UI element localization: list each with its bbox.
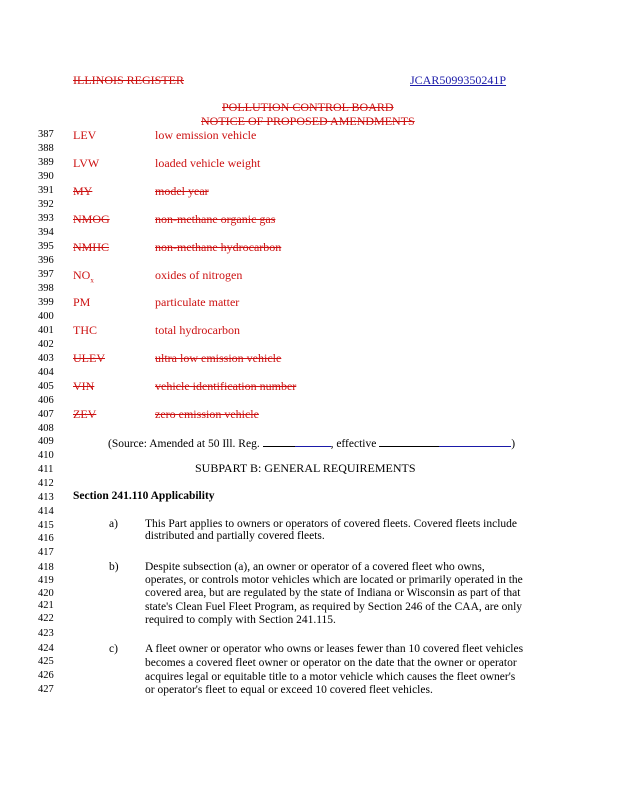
line-number: 387 [38, 129, 54, 140]
effective-date-blank [379, 435, 511, 447]
section-heading: Section 241.110 Applicability [73, 490, 215, 502]
paragraph-line: becomes a covered fleet owner or operator on the date that the owner or operator [145, 656, 517, 669]
line-number: 410 [38, 450, 54, 461]
line-number: 404 [38, 367, 54, 378]
line-number: 405 [38, 381, 54, 392]
line-number: 394 [38, 227, 54, 238]
register-title: ILLINOIS REGISTER [73, 73, 184, 87]
line-number: 415 [38, 520, 54, 531]
definition-text-struck: ultra low emission vehicle [155, 351, 282, 365]
line-number: 402 [38, 339, 54, 350]
definition-abbr-struck: ULEV [73, 351, 105, 365]
definition-abbr-struck: NMHC [73, 240, 110, 254]
paragraph-b [145, 561, 523, 627]
line-number: 422 [38, 613, 54, 624]
line-number: 426 [38, 670, 54, 681]
line-number: 419 [38, 575, 54, 586]
paragraph-line: state's Clean Fuel Fleet Program, as required by Section 246 of the CAA, are only [145, 600, 523, 613]
line-number: 425 [38, 656, 54, 667]
line-number: 407 [38, 409, 54, 420]
paragraph-label: c) [109, 643, 118, 655]
document-id-link[interactable]: JCAR5099350241P [410, 73, 507, 87]
line-number: 400 [38, 311, 54, 322]
subpart-heading: SUBPART B: GENERAL REQUIREMENTS [195, 461, 416, 475]
definition-abbr [73, 268, 94, 287]
definition-text: total hydrocarbon [155, 323, 240, 337]
definition-abbr-struck: NMOG [73, 212, 110, 226]
line-number: 413 [38, 492, 54, 503]
line-number: 411 [38, 464, 54, 475]
paragraph-c [145, 643, 523, 698]
line-number: 388 [38, 143, 54, 154]
line-number: 416 [38, 533, 54, 544]
definition-text-struck: vehicle identification number [155, 379, 297, 393]
line-number: 406 [38, 395, 54, 406]
source-prefix: (Source: Amended at 50 Ill. Reg. [108, 438, 260, 450]
line-number: 395 [38, 241, 54, 252]
definition-text: oxides of nitrogen [155, 268, 243, 282]
definition-abbr-base: NO [73, 268, 91, 282]
line-number: 418 [38, 562, 54, 573]
definition-abbr-subscript: x [90, 276, 94, 285]
line-number: 420 [38, 588, 54, 599]
definition-abbr: THC [73, 323, 97, 337]
source-note [108, 435, 515, 450]
paragraph-label: b) [109, 561, 119, 573]
paragraph-line: A fleet owner or operator who owns or leases fewer than 10 covered fleet vehicles [145, 643, 524, 655]
paragraph-line: operates, or controls motor vehicles which are located or primarily operated in the [145, 574, 523, 587]
line-number: 391 [38, 185, 54, 196]
source-effective: , effective [330, 438, 377, 450]
paragraph-line: or operator's fleet to equal or exceed 10 covered fleet vehicles. [145, 684, 433, 697]
definition-text-struck: zero emission vehicle [155, 407, 259, 421]
board-title: POLLUTION CONTROL BOARD [222, 100, 394, 114]
source-close: ) [511, 438, 516, 450]
line-number: 396 [38, 255, 54, 266]
line-number: 408 [38, 423, 54, 434]
line-number: 423 [38, 628, 54, 639]
definition-text: loaded vehicle weight [155, 156, 261, 170]
paragraph-line: covered area, but are regulated by the state of Indiana or Wisconsin as part of that [145, 587, 521, 600]
paragraph-line: Despite subsection (a), an owner or operator of a covered fleet who owns, [145, 561, 485, 573]
line-number: 401 [38, 325, 54, 336]
definition-text: particulate matter [155, 295, 240, 309]
definition-text-struck: non-methane hydrocarbon [155, 240, 282, 254]
line-number: 424 [38, 643, 54, 654]
line-number: 390 [38, 171, 54, 182]
paragraph-line: required to comply with Section 241.115. [145, 613, 336, 626]
line-number: 421 [38, 600, 54, 611]
paragraph-line: distributed and partially covered fleets. [145, 530, 325, 543]
paragraph-line: acquires legal or equitable title to a motor vehicle which causes the fleet owner's [145, 670, 516, 683]
line-number: 412 [38, 478, 54, 489]
line-number: 389 [38, 157, 54, 168]
definition-abbr-struck: ZEV [73, 407, 97, 421]
definition-abbr-struck: VIN [73, 379, 95, 393]
definition-text-struck: non-methane organic gas [155, 212, 276, 226]
definition-text-struck: model year [155, 184, 209, 198]
line-number: 392 [38, 199, 54, 210]
line-number: 427 [38, 684, 54, 695]
register-page-blank [263, 435, 331, 447]
line-number: 417 [38, 547, 54, 558]
line-number: 403 [38, 353, 54, 364]
line-number: 397 [38, 269, 54, 280]
paragraph-a [145, 518, 517, 542]
definition-abbr: LVW [73, 156, 100, 170]
definition-abbr: LEV [73, 128, 97, 142]
definition-abbr: PM [73, 295, 91, 309]
notice-title: NOTICE OF PROPOSED AMENDMENTS [201, 114, 415, 128]
paragraph-label: a) [109, 518, 118, 530]
line-number: 399 [38, 297, 54, 308]
paragraph-line: This Part applies to owners or operators of covered fleets. Covered fleets include [145, 518, 518, 530]
line-number: 393 [38, 213, 54, 224]
definition-text: low emission vehicle [155, 128, 257, 142]
definition-abbr-struck: MY [73, 184, 93, 198]
line-number: 409 [38, 436, 54, 447]
line-number: 398 [38, 283, 54, 294]
line-number: 414 [38, 506, 54, 517]
